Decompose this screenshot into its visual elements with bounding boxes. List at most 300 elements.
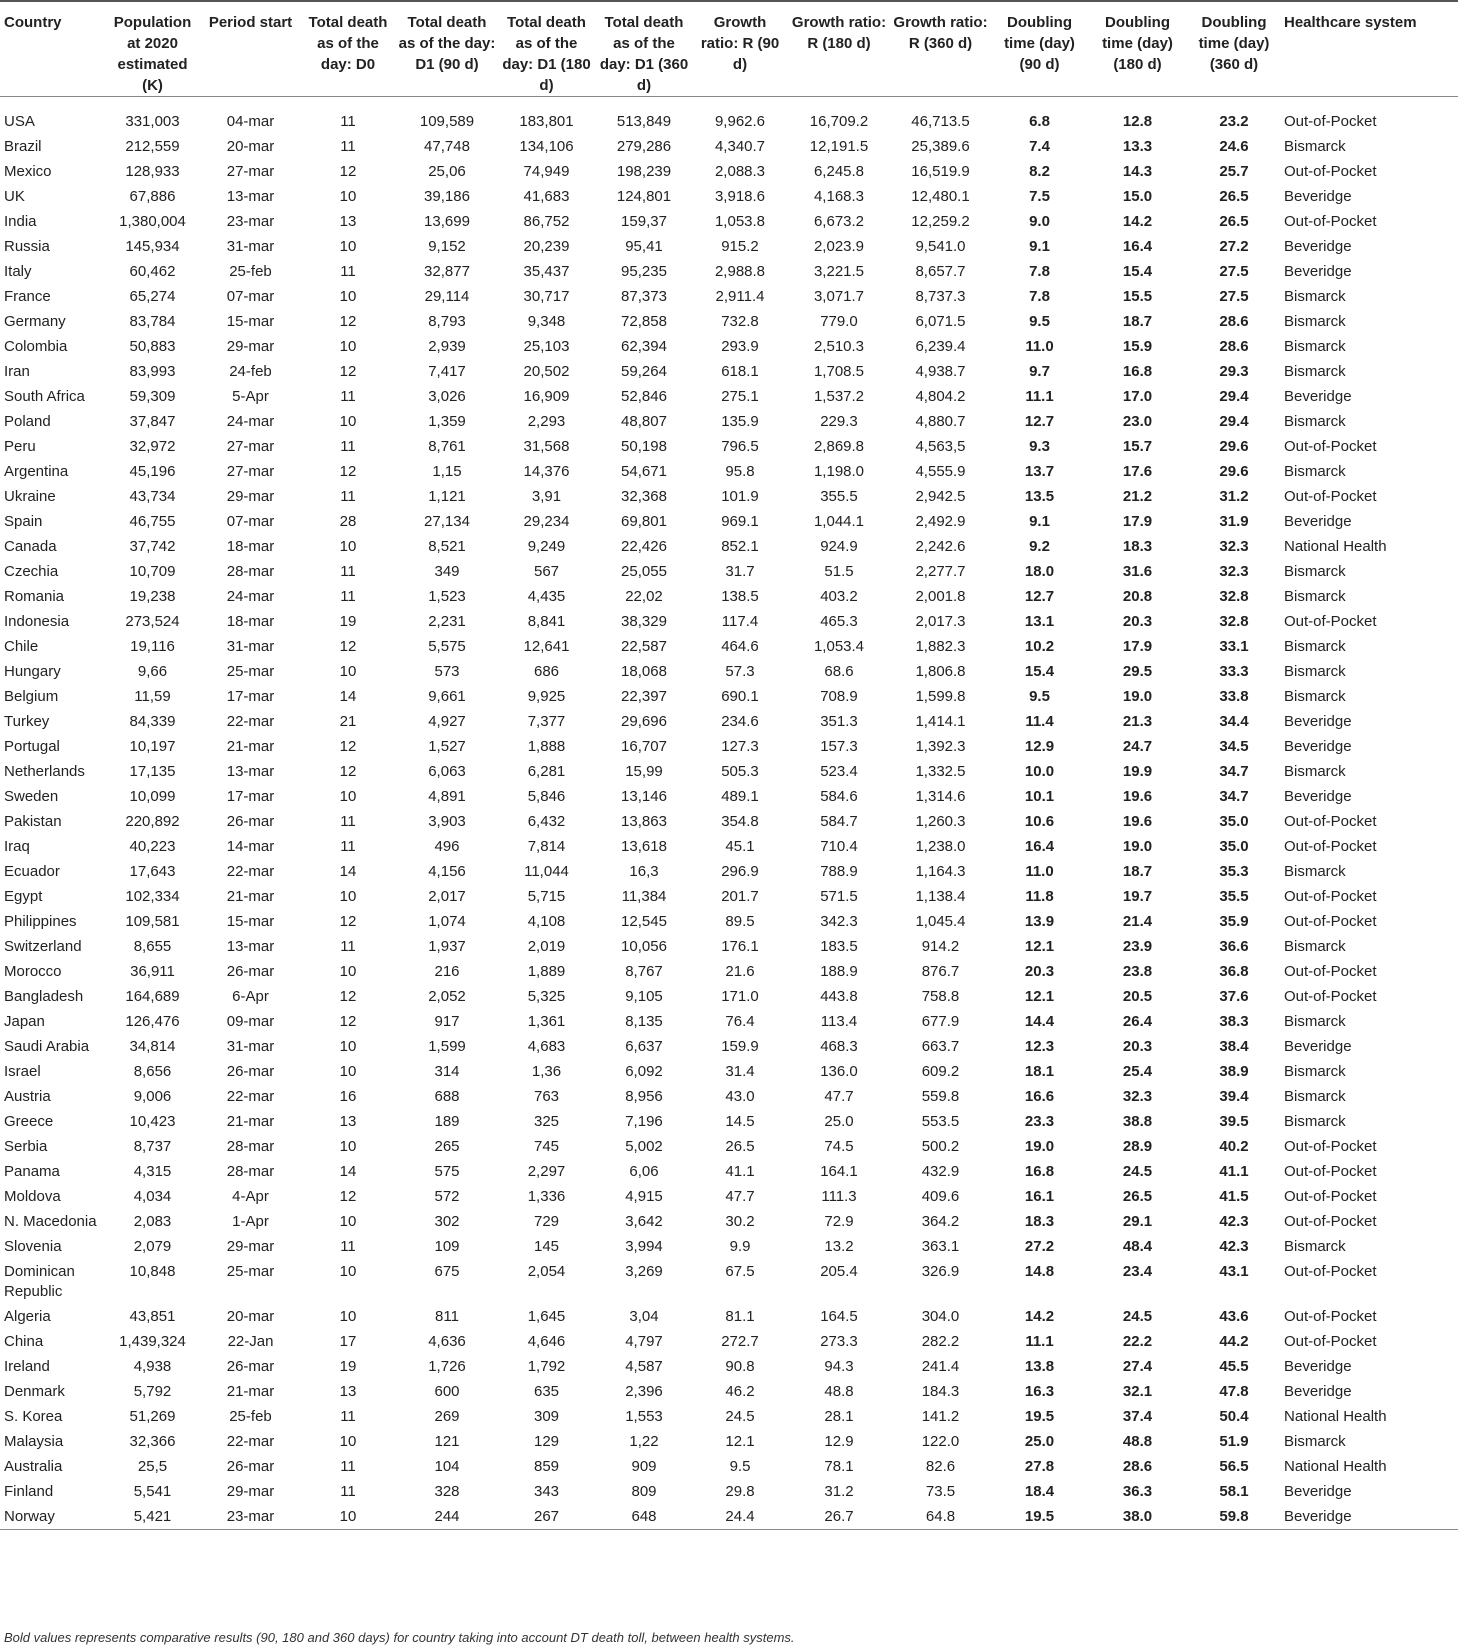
table-cell: 25.0 xyxy=(1024,1433,1055,1450)
table-cell: 6.8 xyxy=(1029,113,1050,130)
table-cell: 32,366 xyxy=(129,1433,176,1450)
table-cell: 1,238.0 xyxy=(915,838,966,855)
table-cell: 10,848 xyxy=(129,1263,176,1280)
table-cell: 4,891 xyxy=(428,788,466,805)
country-cell: Austria xyxy=(4,1088,51,1105)
table-cell: 25-feb xyxy=(229,1408,272,1425)
table-cell: 27.4 xyxy=(1122,1358,1153,1375)
country-cell: India xyxy=(4,213,37,230)
table-cell: 1,889 xyxy=(527,963,566,980)
table-cell: 584.6 xyxy=(820,788,858,805)
table-cell: 11.8 xyxy=(1025,888,1054,905)
table-cell: 09-mar xyxy=(226,1013,275,1030)
table-cell: National Health xyxy=(1284,538,1387,555)
table-cell: 6,637 xyxy=(625,1038,663,1055)
table-cell: 25,103 xyxy=(523,338,570,355)
table-cell: 40,223 xyxy=(129,838,176,855)
table-cell: 50,198 xyxy=(621,438,667,455)
table-cell: 269 xyxy=(434,1408,460,1425)
table-cell: 572 xyxy=(434,1188,460,1205)
table-cell: 11 xyxy=(340,488,356,505)
country-cell: Bangladesh xyxy=(4,988,84,1005)
table-cell: 10 xyxy=(339,1213,357,1230)
country-cell: Belgium xyxy=(4,688,59,705)
table-cell: 9.7 xyxy=(1029,363,1050,380)
table-cell: 11 xyxy=(340,113,356,130)
table-cell: 6,673.2 xyxy=(813,213,865,230)
table-cell: 48,807 xyxy=(621,413,667,430)
country-cell: Chile xyxy=(4,638,39,655)
table-cell: 403.2 xyxy=(820,588,858,605)
table-cell: 136.0 xyxy=(820,1063,858,1080)
table-cell: 1,645 xyxy=(527,1308,566,1325)
table-cell: 28.6 xyxy=(1122,1458,1153,1475)
table-cell: 4,168.3 xyxy=(813,188,865,205)
table-cell: 35.5 xyxy=(1219,888,1249,905)
table-cell: 21 xyxy=(339,713,357,730)
country-cell: South Africa xyxy=(4,388,85,405)
table-cell: 27.5 xyxy=(1219,263,1249,280)
country-cell: Poland xyxy=(4,413,51,430)
table-cell: 9,925 xyxy=(527,688,566,705)
table-cell: 20.8 xyxy=(1122,588,1153,605)
table-cell: Beveridge xyxy=(1284,713,1352,730)
table-row xyxy=(0,409,1458,434)
table-cell: 16,909 xyxy=(523,388,570,405)
table-row xyxy=(0,609,1458,634)
table-cell: 11 xyxy=(340,1458,356,1475)
table-cell: 14 xyxy=(339,863,357,880)
table-cell: 3,91 xyxy=(531,488,562,505)
table-cell: 8,656 xyxy=(133,1063,172,1080)
country-cell: Portugal xyxy=(4,738,60,755)
table-cell: 2,001.8 xyxy=(915,588,966,605)
table-row xyxy=(0,1034,1458,1059)
table-cell: 14.2 xyxy=(1122,213,1153,230)
table-cell: 126,476 xyxy=(125,1013,180,1030)
table-cell: 31-mar xyxy=(226,238,275,255)
table-row xyxy=(0,784,1458,809)
country-cell: Romania xyxy=(4,588,65,605)
country-cell: Indonesia xyxy=(4,613,70,630)
table-cell: 159.9 xyxy=(721,1038,759,1055)
table-cell: 32.8 xyxy=(1219,613,1249,630)
table-cell: 25.4 xyxy=(1122,1063,1153,1080)
table-cell: 89.5 xyxy=(725,913,755,930)
country-cell: Netherlands xyxy=(4,763,85,780)
table-cell: 24-feb xyxy=(229,363,272,380)
table-cell: 22,02 xyxy=(625,588,663,605)
table-cell: 25-mar xyxy=(226,1263,275,1280)
table-cell: 10 xyxy=(339,888,357,905)
table-header xyxy=(0,1,1458,97)
table-cell: 6,071.5 xyxy=(915,313,966,330)
table-cell: 3,221.5 xyxy=(813,263,865,280)
table-row xyxy=(0,559,1458,584)
table-cell: 14.5 xyxy=(725,1113,755,1130)
table-cell: 32.1 xyxy=(1122,1383,1153,1400)
table-cell: 46,713.5 xyxy=(911,113,970,130)
table-cell: 94.3 xyxy=(824,1358,854,1375)
table-cell: 729 xyxy=(533,1213,560,1230)
table-cell: 1,053.4 xyxy=(813,638,865,655)
table-cell: 36.8 xyxy=(1219,963,1249,980)
table-cell: 39,186 xyxy=(424,188,470,205)
table-cell: 44.2 xyxy=(1219,1333,1249,1350)
country-cell: Australia xyxy=(4,1458,63,1475)
table-cell: 18-mar xyxy=(226,538,275,555)
table-cell: 3,642 xyxy=(625,1213,663,1230)
table-cell: 19,116 xyxy=(130,638,175,655)
table-cell: 109,589 xyxy=(419,113,475,130)
table-cell: 7,814 xyxy=(527,838,566,855)
table-cell: 12.1 xyxy=(725,1433,755,1450)
table-cell: Bismarck xyxy=(1284,1433,1346,1450)
table-cell: 13.8 xyxy=(1024,1358,1055,1375)
table-cell: 117.4 xyxy=(721,613,759,630)
table-cell: 15.9 xyxy=(1122,338,1153,355)
table-cell: 8,841 xyxy=(527,613,566,630)
table-cell: 19.5 xyxy=(1024,1508,1055,1525)
table-cell: 25.7 xyxy=(1219,163,1249,180)
table-cell: 18,068 xyxy=(621,663,667,680)
table-cell: 4,915 xyxy=(625,1188,663,1205)
country-cell: Iran xyxy=(4,363,30,380)
table-cell: 134,106 xyxy=(519,138,574,155)
table-cell: 11 xyxy=(340,138,356,155)
table-cell: Bismarck xyxy=(1284,463,1346,480)
table-cell: 14 xyxy=(339,1163,357,1180)
table-cell: 1,380,004 xyxy=(119,213,186,230)
table-cell: 10 xyxy=(339,188,357,205)
table-cell: Bismarck xyxy=(1284,138,1346,155)
table-cell: 22-mar xyxy=(226,1433,275,1450)
table-cell: 489.1 xyxy=(721,788,759,805)
table-cell: 84,339 xyxy=(129,713,176,730)
table-cell: 13,863 xyxy=(621,813,667,830)
table-cell: Out-of-Pocket xyxy=(1284,613,1377,630)
country-cell: Mexico xyxy=(4,163,52,180)
table-cell: 176.1 xyxy=(721,938,759,955)
table-cell: 241.4 xyxy=(921,1358,960,1375)
country-cell: Saudi Arabia xyxy=(4,1038,90,1055)
table-cell: 2,017 xyxy=(428,888,466,905)
table-cell: 229.3 xyxy=(820,413,858,430)
table-cell: 16.6 xyxy=(1024,1088,1055,1105)
table-cell: 1,053.8 xyxy=(714,213,766,230)
table-cell: 10,197 xyxy=(129,738,176,755)
table-cell: 1,599 xyxy=(428,1038,466,1055)
table-cell: 19 xyxy=(339,1358,357,1375)
table-cell: 24.5 xyxy=(725,1408,755,1425)
table-cell: 758.8 xyxy=(921,988,960,1005)
table-cell: 59,264 xyxy=(621,363,667,380)
table-cell: 29.5 xyxy=(1122,663,1153,680)
table-row xyxy=(0,1259,1458,1304)
table-cell: 2,079 xyxy=(133,1238,172,1255)
table-cell: 122.0 xyxy=(921,1433,960,1450)
table-cell: 23.3 xyxy=(1024,1113,1055,1130)
table-cell: 12,641 xyxy=(523,638,570,655)
table-cell: 56.5 xyxy=(1219,1458,1249,1475)
table-cell: 10,056 xyxy=(621,938,667,955)
table-cell: 15-mar xyxy=(226,913,275,930)
table-row xyxy=(0,1454,1458,1479)
table-cell: 8,737 xyxy=(133,1138,172,1155)
table-cell: 13-mar xyxy=(226,938,275,955)
table-cell: 17,643 xyxy=(129,863,176,880)
table-cell: 343 xyxy=(533,1483,560,1500)
table-cell: 38.4 xyxy=(1219,1038,1249,1055)
table-cell: 37,742 xyxy=(129,538,176,555)
table-cell: 43.1 xyxy=(1219,1263,1249,1280)
table-cell: 18.7 xyxy=(1122,863,1153,880)
table-cell: 35,437 xyxy=(523,263,570,280)
table-cell: 95,41 xyxy=(625,238,663,255)
table-cell: 41,683 xyxy=(523,188,570,205)
table-cell: 29-mar xyxy=(226,1238,275,1255)
table-cell: 1,553 xyxy=(625,1408,663,1425)
country-cell: N. Macedonia xyxy=(4,1213,97,1230)
table-cell: 9.1 xyxy=(1029,238,1050,255)
table-cell: 86,752 xyxy=(523,213,570,230)
table-cell: 11,044 xyxy=(524,863,569,880)
table-cell: Bismarck xyxy=(1284,1013,1346,1030)
table-cell: 74,949 xyxy=(523,163,570,180)
table-row xyxy=(0,1329,1458,1354)
table-cell: 8,655 xyxy=(133,938,172,955)
table-cell: 1,888 xyxy=(527,738,566,755)
table-cell: Beveridge xyxy=(1284,388,1352,405)
table-cell: 4,880.7 xyxy=(915,413,966,430)
table-cell: 164.5 xyxy=(820,1308,858,1325)
table-row xyxy=(0,309,1458,334)
table-cell: 38.0 xyxy=(1122,1508,1153,1525)
country-cell: Ecuador xyxy=(4,863,60,880)
table-cell: 1,314.6 xyxy=(915,788,966,805)
table-cell: Bismarck xyxy=(1284,1238,1346,1255)
table-cell: 26-mar xyxy=(226,1458,275,1475)
table-cell: 10.2 xyxy=(1024,638,1055,655)
table-cell: 1,537.2 xyxy=(813,388,865,405)
table-cell: 7.8 xyxy=(1029,263,1050,280)
table-row xyxy=(0,984,1458,1009)
table-cell: 924.9 xyxy=(820,538,858,555)
column-header: Doubling time (day) (90 d) xyxy=(1004,14,1075,73)
table-cell: 17-mar xyxy=(226,788,275,805)
table-cell: 37.6 xyxy=(1219,988,1249,1005)
table-cell: 1,392.3 xyxy=(915,738,966,755)
country-cell: Egypt xyxy=(4,888,43,905)
column-header: Growth ratio: R (180 d) xyxy=(791,14,887,52)
country-cell: Colombia xyxy=(4,338,68,355)
table-cell: 29.4 xyxy=(1219,388,1249,405)
table-cell: 9.3 xyxy=(1029,438,1050,455)
table-cell: 12 xyxy=(339,738,357,755)
table-cell: 4,034 xyxy=(133,1188,172,1205)
table-cell: 244 xyxy=(434,1508,460,1525)
table-cell: 6,06 xyxy=(629,1163,659,1180)
country-cell: Germany xyxy=(4,313,66,330)
table-cell: 31.7 xyxy=(725,563,755,580)
table-cell: Beveridge xyxy=(1284,513,1352,530)
table-cell: 19.6 xyxy=(1122,813,1153,830)
table-cell: 852.1 xyxy=(721,538,759,555)
table-cell: 21-mar xyxy=(226,888,275,905)
table-row xyxy=(0,909,1458,934)
table-cell: 23-mar xyxy=(226,1508,275,1525)
table-cell: Beveridge xyxy=(1284,1483,1352,1500)
table-cell: Out-of-Pocket xyxy=(1284,1163,1377,1180)
table-cell: 331,003 xyxy=(125,113,180,130)
column-header: Growth ratio: R (360 d) xyxy=(893,14,988,52)
table-cell: 31.6 xyxy=(1122,563,1153,580)
table-cell: Bismarck xyxy=(1284,363,1346,380)
table-cell: 17.9 xyxy=(1122,513,1153,530)
table-row xyxy=(0,884,1458,909)
table-cell: 12 xyxy=(339,638,357,655)
table-cell: 83,993 xyxy=(129,363,176,380)
country-cell: USA xyxy=(4,113,35,130)
table-cell: Beveridge xyxy=(1284,788,1352,805)
table-cell: 1,806.8 xyxy=(915,663,966,680)
table-cell: 5-Apr xyxy=(232,388,269,405)
table-cell: 675 xyxy=(434,1263,460,1280)
table-cell: 95.8 xyxy=(725,463,755,480)
table-cell: 29.3 xyxy=(1219,363,1249,380)
table-cell: 513,849 xyxy=(616,113,672,130)
column-header: Total death as of the day: D1 (180 d) xyxy=(502,14,591,94)
table-cell: 6,281 xyxy=(527,763,566,780)
table-cell: 19.0 xyxy=(1122,688,1153,705)
table-cell: 9,541.0 xyxy=(915,238,966,255)
table-cell: 10.0 xyxy=(1024,763,1055,780)
table-cell: 16,3 xyxy=(629,863,659,880)
table-cell: 3,269 xyxy=(625,1263,663,1280)
table-cell: 13,146 xyxy=(621,788,667,805)
column-header: Period start xyxy=(208,14,293,31)
table-cell: Bismarck xyxy=(1284,563,1346,580)
column-header: Population at 2020 estimated (K) xyxy=(113,14,192,94)
table-cell: 9.9 xyxy=(729,1238,751,1255)
table-cell: 15.4 xyxy=(1024,663,1055,680)
table-row xyxy=(0,384,1458,409)
table-cell: 29-mar xyxy=(226,1483,275,1500)
table-cell: 9,962.6 xyxy=(714,113,766,130)
country-cell: Spain xyxy=(4,513,43,530)
table-cell: 2,019 xyxy=(527,938,566,955)
table-cell: 27.5 xyxy=(1219,288,1249,305)
table-cell: 19.9 xyxy=(1122,763,1153,780)
table-cell: 27.8 xyxy=(1024,1458,1055,1475)
table-cell: 14 xyxy=(339,688,357,705)
table-cell: 30,717 xyxy=(523,288,570,305)
table-cell: 26.5 xyxy=(1122,1188,1153,1205)
table-cell: 15,99 xyxy=(625,763,663,780)
table-cell: 18.3 xyxy=(1122,538,1153,555)
country-cell: Japan xyxy=(4,1013,45,1030)
table-cell: 29-mar xyxy=(226,488,275,505)
table-cell: 34.5 xyxy=(1219,738,1249,755)
table-cell: 11 xyxy=(340,813,356,830)
header-row xyxy=(0,1,1458,97)
table-cell: Out-of-Pocket xyxy=(1284,1213,1377,1230)
table-cell: 4,927 xyxy=(428,713,466,730)
table-cell: 5,846 xyxy=(527,788,566,805)
table-cell: 796.5 xyxy=(721,438,759,455)
table-cell: 51,269 xyxy=(129,1408,176,1425)
table-cell: 22,397 xyxy=(621,688,667,705)
table-cell: 58.1 xyxy=(1219,1483,1249,1500)
table-cell: 325 xyxy=(533,1113,560,1130)
country-cell: Ireland xyxy=(4,1358,50,1375)
table-cell: 47.8 xyxy=(1219,1383,1249,1400)
country-cell: Moldova xyxy=(4,1188,61,1205)
table-cell: Bismarck xyxy=(1284,1088,1346,1105)
table-cell: 27,134 xyxy=(424,513,470,530)
table-cell: 22-Jan xyxy=(227,1333,274,1350)
table-cell: Bismarck xyxy=(1284,313,1346,330)
table-cell: 4,587 xyxy=(625,1358,663,1375)
country-cell: Finland xyxy=(4,1483,54,1500)
table-cell: 47.7 xyxy=(725,1188,755,1205)
column-header: Total death as of the day: D0 xyxy=(308,14,388,73)
table-cell: 52,846 xyxy=(621,388,667,405)
table-cell: 29-mar xyxy=(226,338,275,355)
table-cell: 31,568 xyxy=(523,438,570,455)
table-cell: 23.4 xyxy=(1122,1263,1153,1280)
table-row xyxy=(0,534,1458,559)
table-cell: 11 xyxy=(340,938,356,955)
table-cell: Beveridge xyxy=(1284,738,1352,755)
table-cell: 33.8 xyxy=(1219,688,1249,705)
table-cell: 8.2 xyxy=(1029,163,1050,180)
table-cell: 135.9 xyxy=(721,413,759,430)
table-cell: Bismarck xyxy=(1284,1063,1346,1080)
table-cell: 2,492.9 xyxy=(915,513,966,530)
table-cell: 64.8 xyxy=(925,1508,956,1525)
table-cell: 1-Apr xyxy=(232,1213,269,1230)
table-cell: 36,911 xyxy=(130,963,175,980)
table-cell: 2,510.3 xyxy=(813,338,865,355)
table-cell: 272.7 xyxy=(721,1333,759,1350)
table-cell: 32,972 xyxy=(129,438,176,455)
table-cell: 1,708.5 xyxy=(813,363,865,380)
table-cell: 124,801 xyxy=(616,188,672,205)
table-row xyxy=(0,1234,1458,1259)
table-cell: 5,541 xyxy=(133,1483,172,1500)
table-cell: Out-of-Pocket xyxy=(1284,113,1377,130)
table-cell: 5,575 xyxy=(428,638,466,655)
table-cell: 25-feb xyxy=(229,263,272,280)
country-cell: Iraq xyxy=(4,838,30,855)
table-cell: 468.3 xyxy=(820,1038,858,1055)
table-cell: 19.0 xyxy=(1122,838,1153,855)
table-row xyxy=(0,459,1458,484)
table-cell: Beveridge xyxy=(1284,238,1352,255)
table-cell: 7.8 xyxy=(1029,288,1050,305)
table-cell: 26.5 xyxy=(1219,188,1249,205)
table-cell: 690.1 xyxy=(721,688,759,705)
table-cell: 1,361 xyxy=(527,1013,566,1030)
table-row xyxy=(0,159,1458,184)
table-cell: 31.9 xyxy=(1219,513,1249,530)
table-cell: 46.2 xyxy=(725,1383,755,1400)
table-cell: 16.1 xyxy=(1024,1188,1055,1205)
table-row xyxy=(0,859,1458,884)
table-cell: Out-of-Pocket xyxy=(1284,813,1377,830)
table-cell: 1,332.5 xyxy=(915,763,966,780)
